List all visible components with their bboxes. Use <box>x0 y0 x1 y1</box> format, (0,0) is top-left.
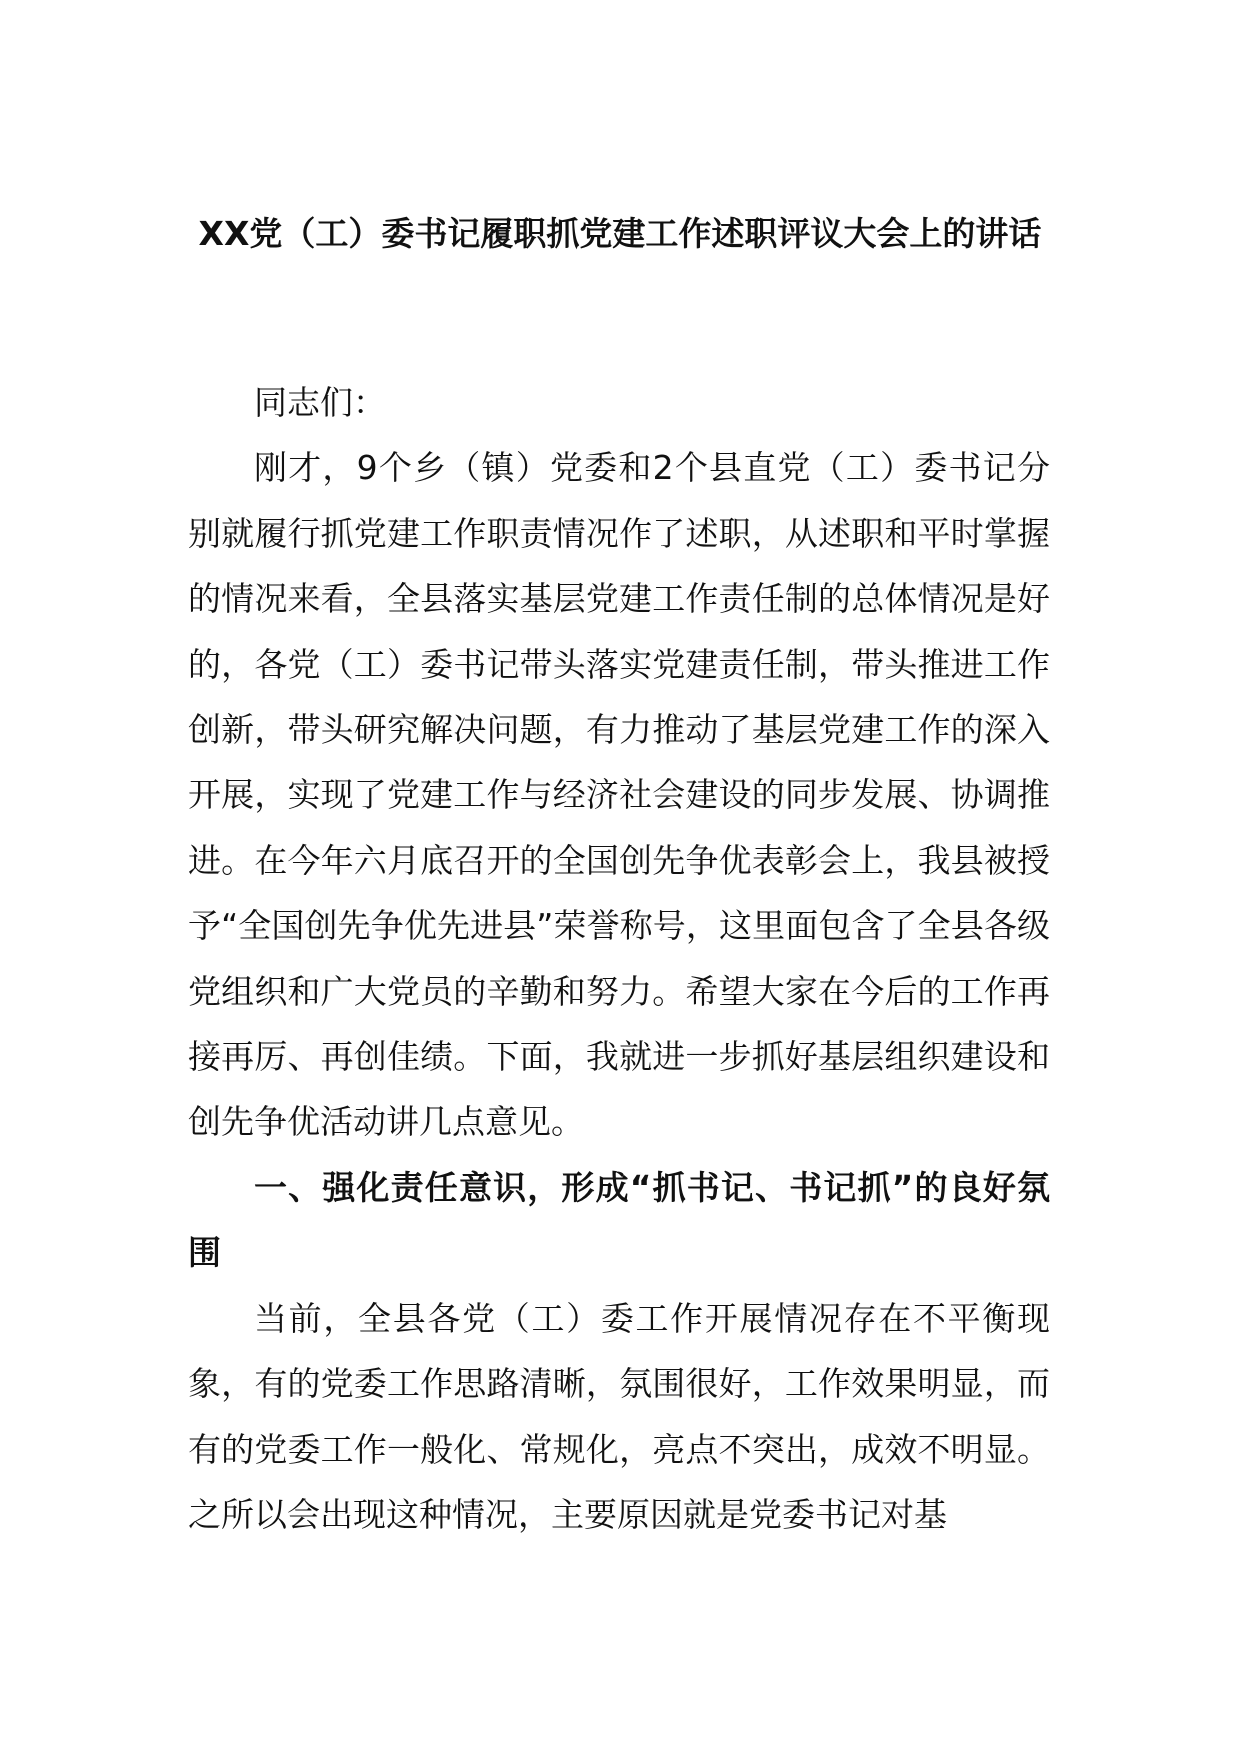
document-title: XX党（工）委书记履职抓党建工作述职评议大会上的讲话 <box>198 214 1042 253</box>
document-body <box>188 370 1050 1547</box>
section-heading: 一、强化责任意识，形成“抓书记、书记抓”的良好氛围 <box>188 1167 1050 1273</box>
body-paragraph: 当前，全县各党（工）委工作开展情况存在不平衡现象，有的党委工作思路清晰，氛围很好，工作效果明显，而有的党委工作一般化、常规化，亮点不突出，成效不明显。之所以会出现这种情况，主要原因就是党委书记对基 <box>188 1298 1050 1534</box>
body-paragraph: 刚才，9个乡（镇）党委和2个县直党（工）委书记分别就履行抓党建工作职责情况作了述职，从述职和平时掌握的情况来看，全县落实基层党建工作责任制的总体情况是好的，各党（工）委书记带头落实党建责任制，带头推进工作创新，带头研究解决问题，有力推动了基层党建工作的深入开展，实现了党建工作与经济社会建设的同步发展、协调推进。在今年六月底召开的全国创先争优表彰会上，我县被授予“全国创先争优先进县”荣誉称号，这里面包含了全县各级党组织和广大党员的辛勤和努力。希望大家在今后的工作再接再厉、再创佳绩。下面，我就进一步抓好基层组织建设和创先争优活动讲几点意见。 <box>188 448 1050 1142</box>
salutation-paragraph: 同志们： <box>254 383 386 422</box>
